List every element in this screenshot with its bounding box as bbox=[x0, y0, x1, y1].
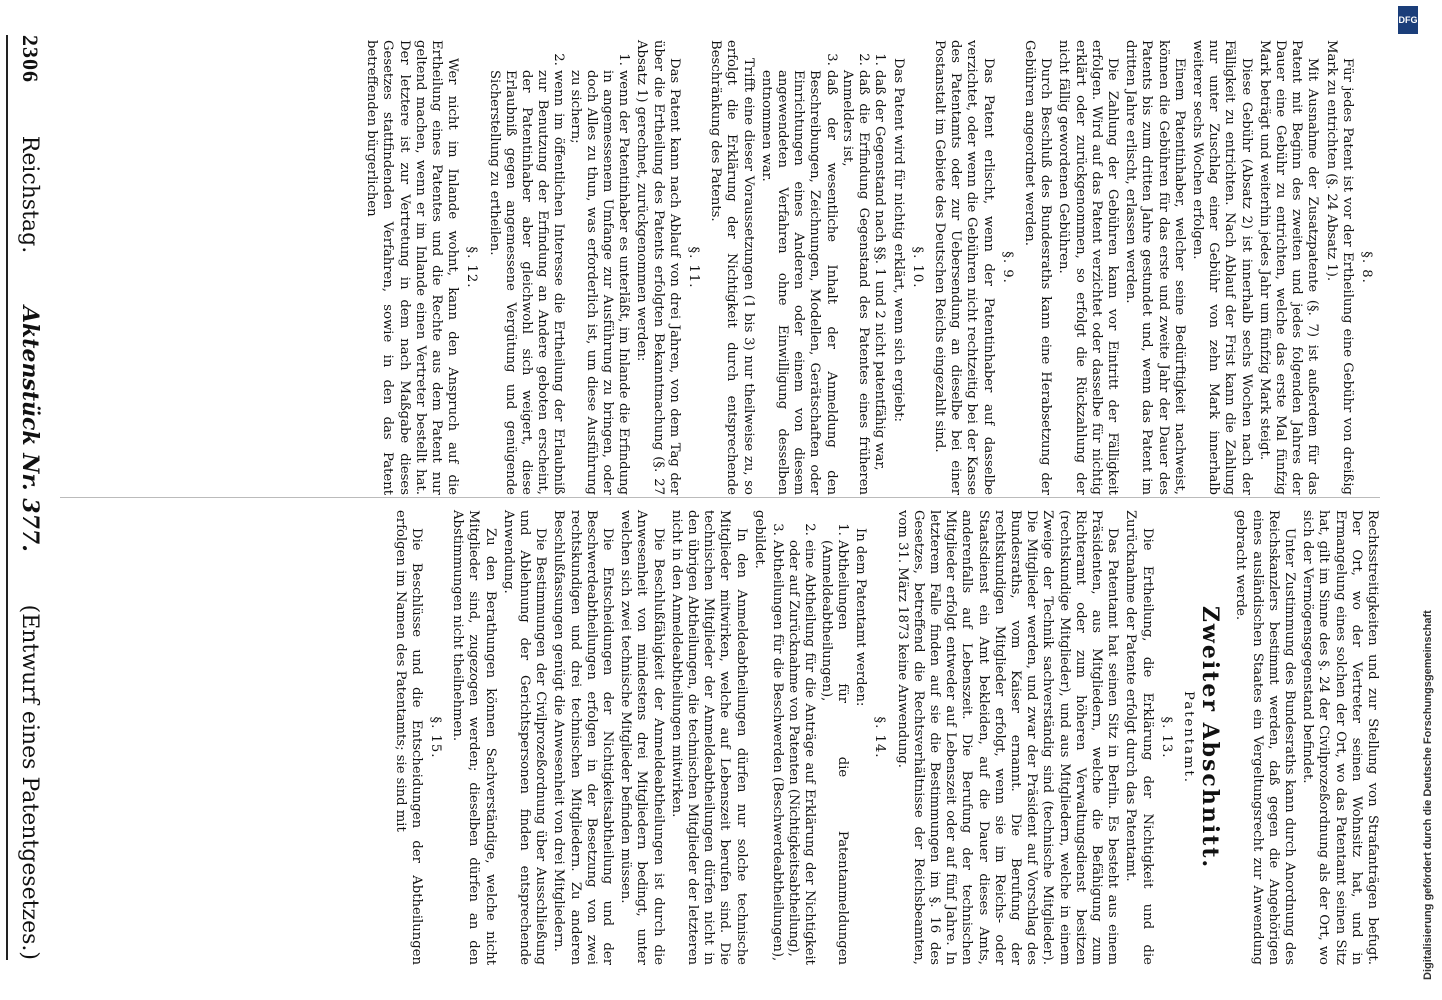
numbered-list bbox=[758, 40, 888, 495]
list-item: 2. eine Abtheilung für die Anträge auf Erklärung der Nichtigkeit oder auf Zurücknahme von Patenten (Nichtigkeitsabtheilung), bbox=[785, 540, 817, 965]
right-column bbox=[60, 510, 1380, 965]
section-heading: §. 13. bbox=[1158, 716, 1174, 759]
section-heading: §. 12. bbox=[464, 246, 480, 289]
paragraph: Rechtsstreitigkeiten und zur Stellung von Strafanträgen befugt. Der Ort, wo der Vertreter seinen Wohnsitz hat, und in Ermangelung eines solchen der Ort, wo das Patentamt seinen Sitz hat, gilt im Sinne des §. 24 der Civilprozeßordnung als der Ort, wo sich der Vermögensgegenstand befindet. bbox=[1300, 510, 1380, 965]
chapter-subheading: Patentamt. bbox=[1180, 691, 1196, 784]
list-item: 1. Abtheilungen für die Patentanmeldungen (Anmeldeabtheilungen), bbox=[818, 540, 850, 965]
paragraph: Für jedes Patent ist vor der Ertheilung eine Gebühr von dreißig Mark zu entrichten (§. 24 Absatz 1). bbox=[1323, 40, 1355, 495]
list-item: 3. Abtheilungen für die Beschwerden (Beschwerdeabtheilungen), bbox=[769, 540, 785, 965]
paragraph: Die Ertheilung, die Erklärung der Nichtigkeit und die Zurücknahme der Patente erfolgt durch das Patentamt. bbox=[1123, 510, 1155, 965]
list-item: 1. wenn der Patentinhaber es unterläßt, im Inlande die Erfindung in angemessenem Umfange zur Ausführung zu bringen, oder doch Alles zu thun, was erforderlich ist, um diese Ausführung zu sichern; bbox=[566, 70, 631, 495]
dfg-logo-icon: DFG bbox=[1398, 6, 1418, 34]
paragraph: Die Bestimmungen der Civilprozeßordnung über Ausschließung und Ablehnung der Gerichtspersonen finden entsprechende Anwendung. bbox=[500, 510, 549, 965]
paragraph: Trifft eine dieser Voraussetzungen (1 bis 3) nur theilweise zu, so erfolgt die Erklärung der Nichtigkeit durch entsprechende Beschränkung des Patents. bbox=[708, 40, 756, 495]
running-header bbox=[6, 35, 52, 960]
paragraph: Unter Zustimmung des Bundesraths kann durch Anordnung des Reichskanzlers bestimmt werden, daß gegen die Angehörigen eines ausländischen Staates ein Vergeltungsrecht zur Anwendung gebracht werde. bbox=[1233, 510, 1297, 965]
column-divider bbox=[60, 497, 1380, 498]
left-column bbox=[60, 40, 1380, 495]
list-item: 3. daß der wesentliche Inhalt der Anmeldung den Beschreibungen, Zeichnungen, Modellen, Gerätschaften oder Einrichtungen eines Anderen oder einem von diesem angewendeten Verfahren ohne Einwilligung desselben entnommen war. bbox=[758, 70, 839, 495]
section-heading: §. 9. bbox=[999, 251, 1015, 284]
paragraph: Einem Patentinhaber, welcher seine Bedürftigkeit nachweist, können die Gebühren für das erste und zweite Jahr der Dauer des Patents bis zum dritten Jahre gestundet und, wenn das Patent im dritten Jahre erlischt, erlassen werden. bbox=[1123, 40, 1187, 495]
digitization-strip bbox=[1390, 0, 1432, 1000]
paragraph: In den Anmeldeabtheilungen dürfen nur solche technische Mitglieder mitwirken, welche auf Lebenszeit berufen sind. Die technischen Mitglieder der Anmeldeabtheilungen dürfen nicht in den übrigen Abtheilungen, die technischen Mitglieder der letzteren nicht in den Anmeldeabtheilungen mitwirken. bbox=[668, 510, 749, 965]
paragraph: Wer nicht im Inlande wohnt, kann den Anspruch auf die Ertheilung eines Patentes und die Rechte aus dem Patent nur geltend machen, wenn er im Inlande einen Vertreter bestellt hat. Der letztere ist zur Vertretung in dem nach Maßgabe dieses Gesetzes stattfindenden Verfahren, sowie in den das Patent betreffenden bürgerlichen bbox=[364, 40, 461, 495]
header-left-label: Reichstag. bbox=[17, 135, 43, 254]
header-right-label: (Entwurf eines Patentgesetzes.) bbox=[17, 604, 43, 960]
section-heading: §. 11. bbox=[686, 246, 702, 289]
paragraph: Die Zahlung der Gebühren kann vor Eintritt der Fälligkeit erfolgen. Wird auf das Patent verzichtet oder dasselbe für nichtig erklärt oder zurückgenommen, so erfolgt die Rückzahlung der nicht fällig gewordenen Gebühren. bbox=[1056, 40, 1120, 495]
list-item: 2. wenn im öffentlichen Interesse die Ertheilung der Erlaubniß zur Benutzung der Erfindung an Andere geboten erscheint, der Patentinhaber aber gleichwohl sich weigert, diese Erlaubniß gegen angemessene Vergütung und genügende Sicherstellung zu ertheilen. bbox=[485, 70, 566, 495]
paragraph: Die Entscheidungen der Nichtigkeitsabtheilung und der Beschwerdeabtheilungen erfolgen in der Besetzung von zwei rechtskundigen und drei technischen Mitgliedern. Zu anderen Beschlußfassungen genügt die Anwesenheit von drei Mitgliedern. bbox=[551, 510, 616, 965]
section-heading: §. 14. bbox=[872, 716, 888, 759]
section-heading: §. 8. bbox=[1359, 251, 1374, 284]
paragraph: Das Patent wird für nichtig erklärt, wenn sich ergiebt: bbox=[890, 58, 906, 422]
numbered-list bbox=[769, 510, 850, 965]
chapter-heading: Zweiter Abschnitt. bbox=[1197, 605, 1224, 870]
section-heading: §. 10. bbox=[909, 246, 925, 289]
page-number: 2306 bbox=[18, 35, 43, 83]
digitization-credit: Digitalisierung gefördert durch die Deutsche Forschungsgemeinschaft bbox=[1422, 610, 1434, 980]
header-document-number: Aktenstück Nr. 377. bbox=[17, 305, 43, 552]
paragraph: Die Beschlüsse und die Entscheidungen der Abtheilungen erfolgen im Namen des Patentamts; sie sind mit bbox=[392, 510, 424, 965]
paragraph: Die Beschlußfähigkeit der Anmeldeabtheilungen ist durch die Anwesenheit von mindestens drei Mitgliedern bedingt, unter welchen sich zwei technische Mitglieder befinden müssen. bbox=[618, 510, 666, 965]
paragraph: In dem Patentamt werden: bbox=[853, 528, 869, 707]
paragraph: Mit Ausnahme der Zusatzpatente (§. 7) ist außerdem für das Patent mit Beginn des zweiten und jedes folgenden Jahres der Dauer eine Gebühr zu entrichten, welche das erste Mal fünfzig Mark beträgt und weiterhin jedes Jahr um fünfzig Mark steigt. bbox=[1256, 40, 1321, 495]
paragraph: gebildet. bbox=[751, 510, 767, 569]
paragraph: Zu den Berathungen können Sachverständige, welche nicht Mitglieder sind, zugezogen werden; dieselben dürfen an den Abstimmungen nicht theilnehmen. bbox=[450, 510, 498, 965]
list-item: 2. daß die Erfindung Gegenstand des Patentes eines früheren Anmelders ist, bbox=[839, 70, 871, 495]
list-item: 1. daß der Gegenstand nach §§. 1 und 2 nicht patentfähig war, bbox=[871, 70, 887, 495]
paragraph: Diese Gebühr (Absatz 2) ist innerhalb sechs Wochen nach der Fälligkeit zu entrichten. Nach Ablauf der Frist kann die Zahlung nur unter Zuschlag einer Gebühr von zehn Mark innerhalb weiterer sechs Wochen erfolgen. bbox=[1189, 40, 1254, 495]
section-heading: §. 15. bbox=[428, 716, 444, 759]
paragraph: Das Patent erlischt, wenn der Patentinhaber auf dasselbe verzichtet, oder wenn die Gebühren nicht rechtzeitig bei der Kasse des Patentamts oder zur Uebersendung an dieselbe bei einer Postanstalt im Gebiete des Deutschen Reichs eingezahlt sind. bbox=[931, 40, 996, 495]
paragraph: Das Patentamt hat seinen Sitz in Berlin. Es besteht aus einem Präsidenten, aus Mitgliedern, welche die Befähigung zum Richteramt oder zum höheren Verwaltungsdienst besitzen (rechtskundige Mitglieder), und aus Mitgliedern, welche in einem Zweige der Technik sachverständig sind (technische Mitglieder). Die Mitglieder werden, und zwar der Präsident auf Vorschlag des Bundesraths, vom Kaiser ernannt. Die Berufung der rechtskundigen Mitglieder erfolgt, wenn sie im Reichs- oder Staatsdienst ein Amt bekleiden, auf die Dauer dieses Amts, anderenfalls auf Lebenszeit. Die Berufung der technischen Mitglieder erfolgt entweder auf Lebenszeit oder auf fünf Jahre. In letzterem Falle finden auf sie die Bestimmungen im §. 16 des Gesetzes, betreffend die Rechtsverhältnisse der Reichsbeamten, vom 31. März 1873 keine Anwendung. bbox=[894, 510, 1121, 965]
paragraph: Das Patent kann nach Ablauf von drei Jahren, von dem Tag der über die Ertheilung des Patents erfolgten Bekanntmachung (§. 27 Absatz 1) gerechnet, zurückgenommen werden: bbox=[634, 40, 682, 495]
numbered-list bbox=[485, 40, 631, 495]
paragraph: Durch Beschluß des Bundesraths kann eine Herabsetzung der Gebühren angeordnet werden. bbox=[1021, 40, 1054, 495]
